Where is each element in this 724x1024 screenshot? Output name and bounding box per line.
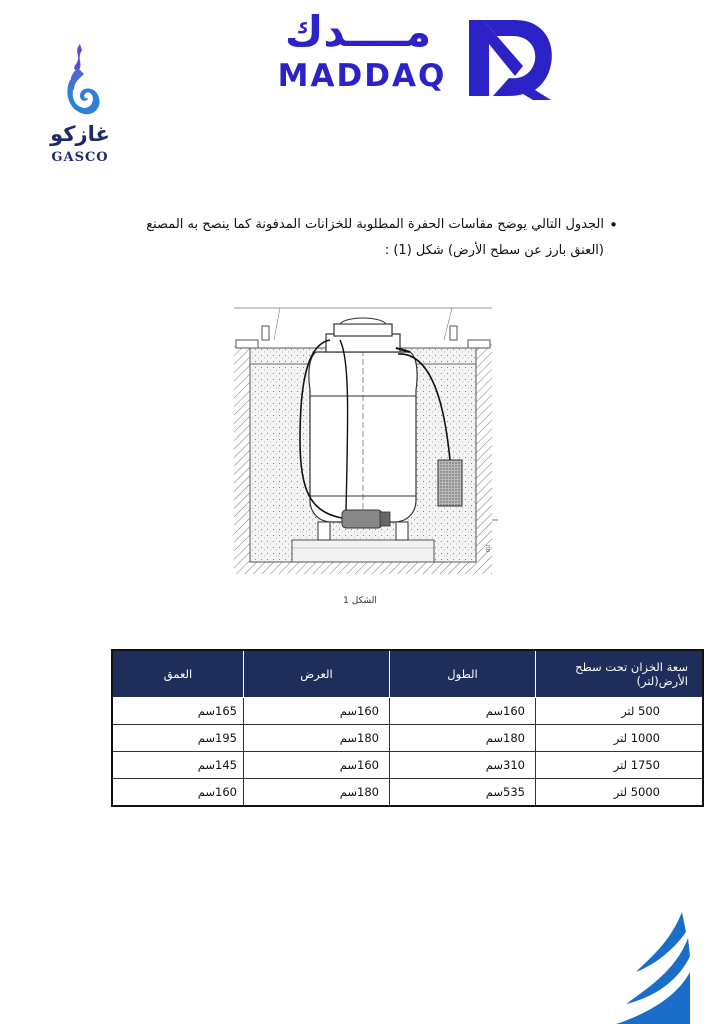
- corner-brand-mark-icon: [612, 912, 690, 1024]
- cell-length: 180سم: [390, 725, 536, 752]
- cell-capacity: 1750 لتر: [536, 752, 704, 779]
- header-depth: العمق: [112, 650, 244, 698]
- figure-caption: الشكل 1: [343, 596, 377, 606]
- gasco-logo: [40, 40, 120, 170]
- table-header-row: [112, 650, 703, 698]
- maddaq-monogram-icon: [463, 14, 559, 102]
- header-length: الطول: [390, 650, 536, 698]
- cell-capacity: 1000 لتر: [536, 725, 704, 752]
- gasco-arabic-name: غازكو: [50, 122, 110, 146]
- table-row: [112, 725, 703, 752]
- bullet-icon: •: [609, 216, 618, 234]
- cell-width: 180سم: [244, 779, 390, 807]
- header-capacity: سعة الخزان تحت سطح الأرض(لتر): [536, 650, 704, 698]
- header-width: العرض: [244, 650, 390, 698]
- cell-length: 160سم: [390, 698, 536, 725]
- cell-depth: 160سم: [112, 779, 244, 807]
- maddaq-arabic-name: مــــدك: [284, 7, 432, 56]
- table-row: [112, 698, 703, 725]
- cell-capacity: 5000 لتر: [536, 779, 704, 807]
- table-row: [112, 779, 703, 807]
- cell-depth: 165سم: [112, 698, 244, 725]
- cell-width: 160سم: [244, 698, 390, 725]
- side-label: RU: [486, 544, 492, 552]
- cell-depth: 145سم: [112, 752, 244, 779]
- gasco-english-name: GASCO: [51, 150, 109, 165]
- gasco-flame-icon: [40, 40, 120, 122]
- excavation-dimensions-table: [111, 649, 704, 807]
- intro-line-2: (العنق بارز عن سطح الأرض) شكل (1) :: [384, 243, 604, 258]
- cell-depth: 195سم: [112, 725, 244, 752]
- cell-length: 310سم: [390, 752, 536, 779]
- cell-length: 535سم: [390, 779, 536, 807]
- cell-width: 160سم: [244, 752, 390, 779]
- table-row: [112, 752, 703, 779]
- buried-tank-diagram: [230, 300, 498, 580]
- maddaq-english-name: MADDAQ: [277, 58, 447, 94]
- cell-width: 180سم: [244, 725, 390, 752]
- intro-line-1: الجدول التالي يوضح مقاسات الحفرة المطلوبة للخزانات المدفونة كما ينصح به المصنع: [146, 217, 604, 232]
- intro-paragraph: [108, 212, 618, 264]
- cell-capacity: 500 لتر: [536, 698, 704, 725]
